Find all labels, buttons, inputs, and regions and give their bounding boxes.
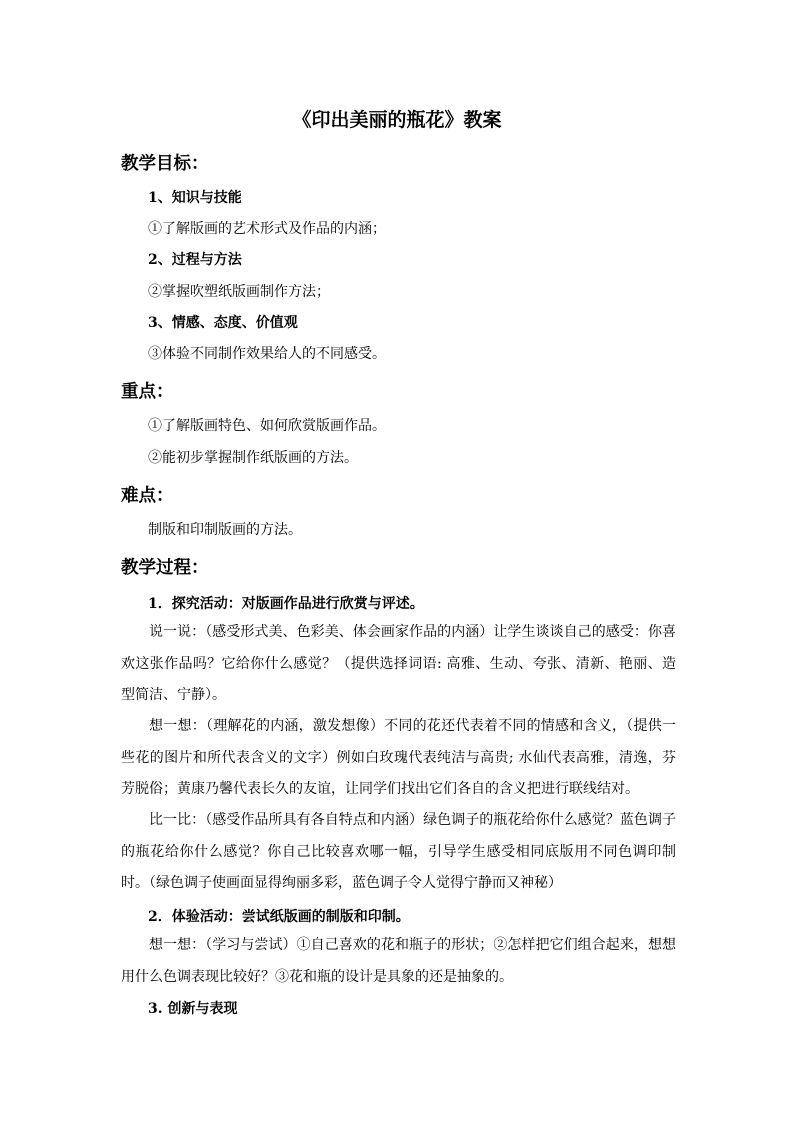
step2-paragraph-think: 想一想：（学习与尝试）①自己喜欢的花和瓶子的形状；②怎样把它们组合起来，想想用什么色调表现比较好？③花和瓶的设计是具象的还是抽象的。 [121, 937, 676, 985]
key-item-1: ①了解版画特色、如何欣赏版画作品。 [148, 418, 386, 434]
step1-heading: 1．探究活动：对版画作品进行欣赏与评述。 [148, 596, 424, 612]
goal2-heading: 2、过程与方法 [148, 252, 242, 268]
goal1-heading: 1、知识与技能 [148, 190, 242, 206]
goal3-heading: 3、情感、态度、价值观 [148, 315, 298, 331]
difficult-heading: 难点： [121, 486, 174, 506]
difficult-item: 制版和印制版画的方法。 [148, 522, 302, 538]
key-heading: 重点： [121, 382, 174, 402]
document-title: 《印出美丽的瓶花》教案 [292, 109, 502, 131]
goal1-item: ①了解版画的艺术形式及作品的内涵； [148, 221, 386, 237]
step3-heading: 3. 创新与表现 [148, 1001, 238, 1017]
key-item-2: ②能初步掌握制作纸版画的方法。 [148, 450, 358, 466]
step1-paragraph-compare: 比一比：（感受作品所具有各自特点和内涵）绿色调子的瓶花给你什么感觉？蓝色调子的瓶花给你什么感觉？你自己比较喜欢哪一幅，引导学生感受相同底版用不同色调印制时。（绿色调子使画面显得绚丽多彩，蓝色调子令人觉得宁静而又神秘） [121, 812, 676, 892]
goal2-item: ②掌握吹塑纸版画制作方法； [148, 284, 330, 300]
process-heading: 教学过程： [121, 558, 209, 578]
step1-paragraph-think: 想一想：（理解花的内涵，激发想像）不同的花还代表着不同的情感和含义，（提供一些花的图片和所代表含义的文字）例如白玫瑰代表纯洁与高贵; 水仙代表高雅，清逸，芬芳脱俗；黄康乃馨代表长久的友谊，让同学们找出它们各自的含义把进行联线结对。 [121, 718, 676, 798]
goals-heading: 教学目标： [121, 154, 209, 174]
step2-heading: 2．体验活动：尝试纸版画的制版和印制。 [148, 909, 410, 925]
step1-paragraph-say: 说一说：（感受形式美、色彩美、体会画家作品的内涵）让学生谈谈自己的感受：你喜欢这张作品吗？它给你什么感觉？（提供选择词语: 高雅、生动、夸张、清新、艳丽、造型简洁、宁静）。 [121, 624, 676, 704]
goal3-item: ③体验不同制作效果给人的不同感受。 [148, 346, 386, 362]
